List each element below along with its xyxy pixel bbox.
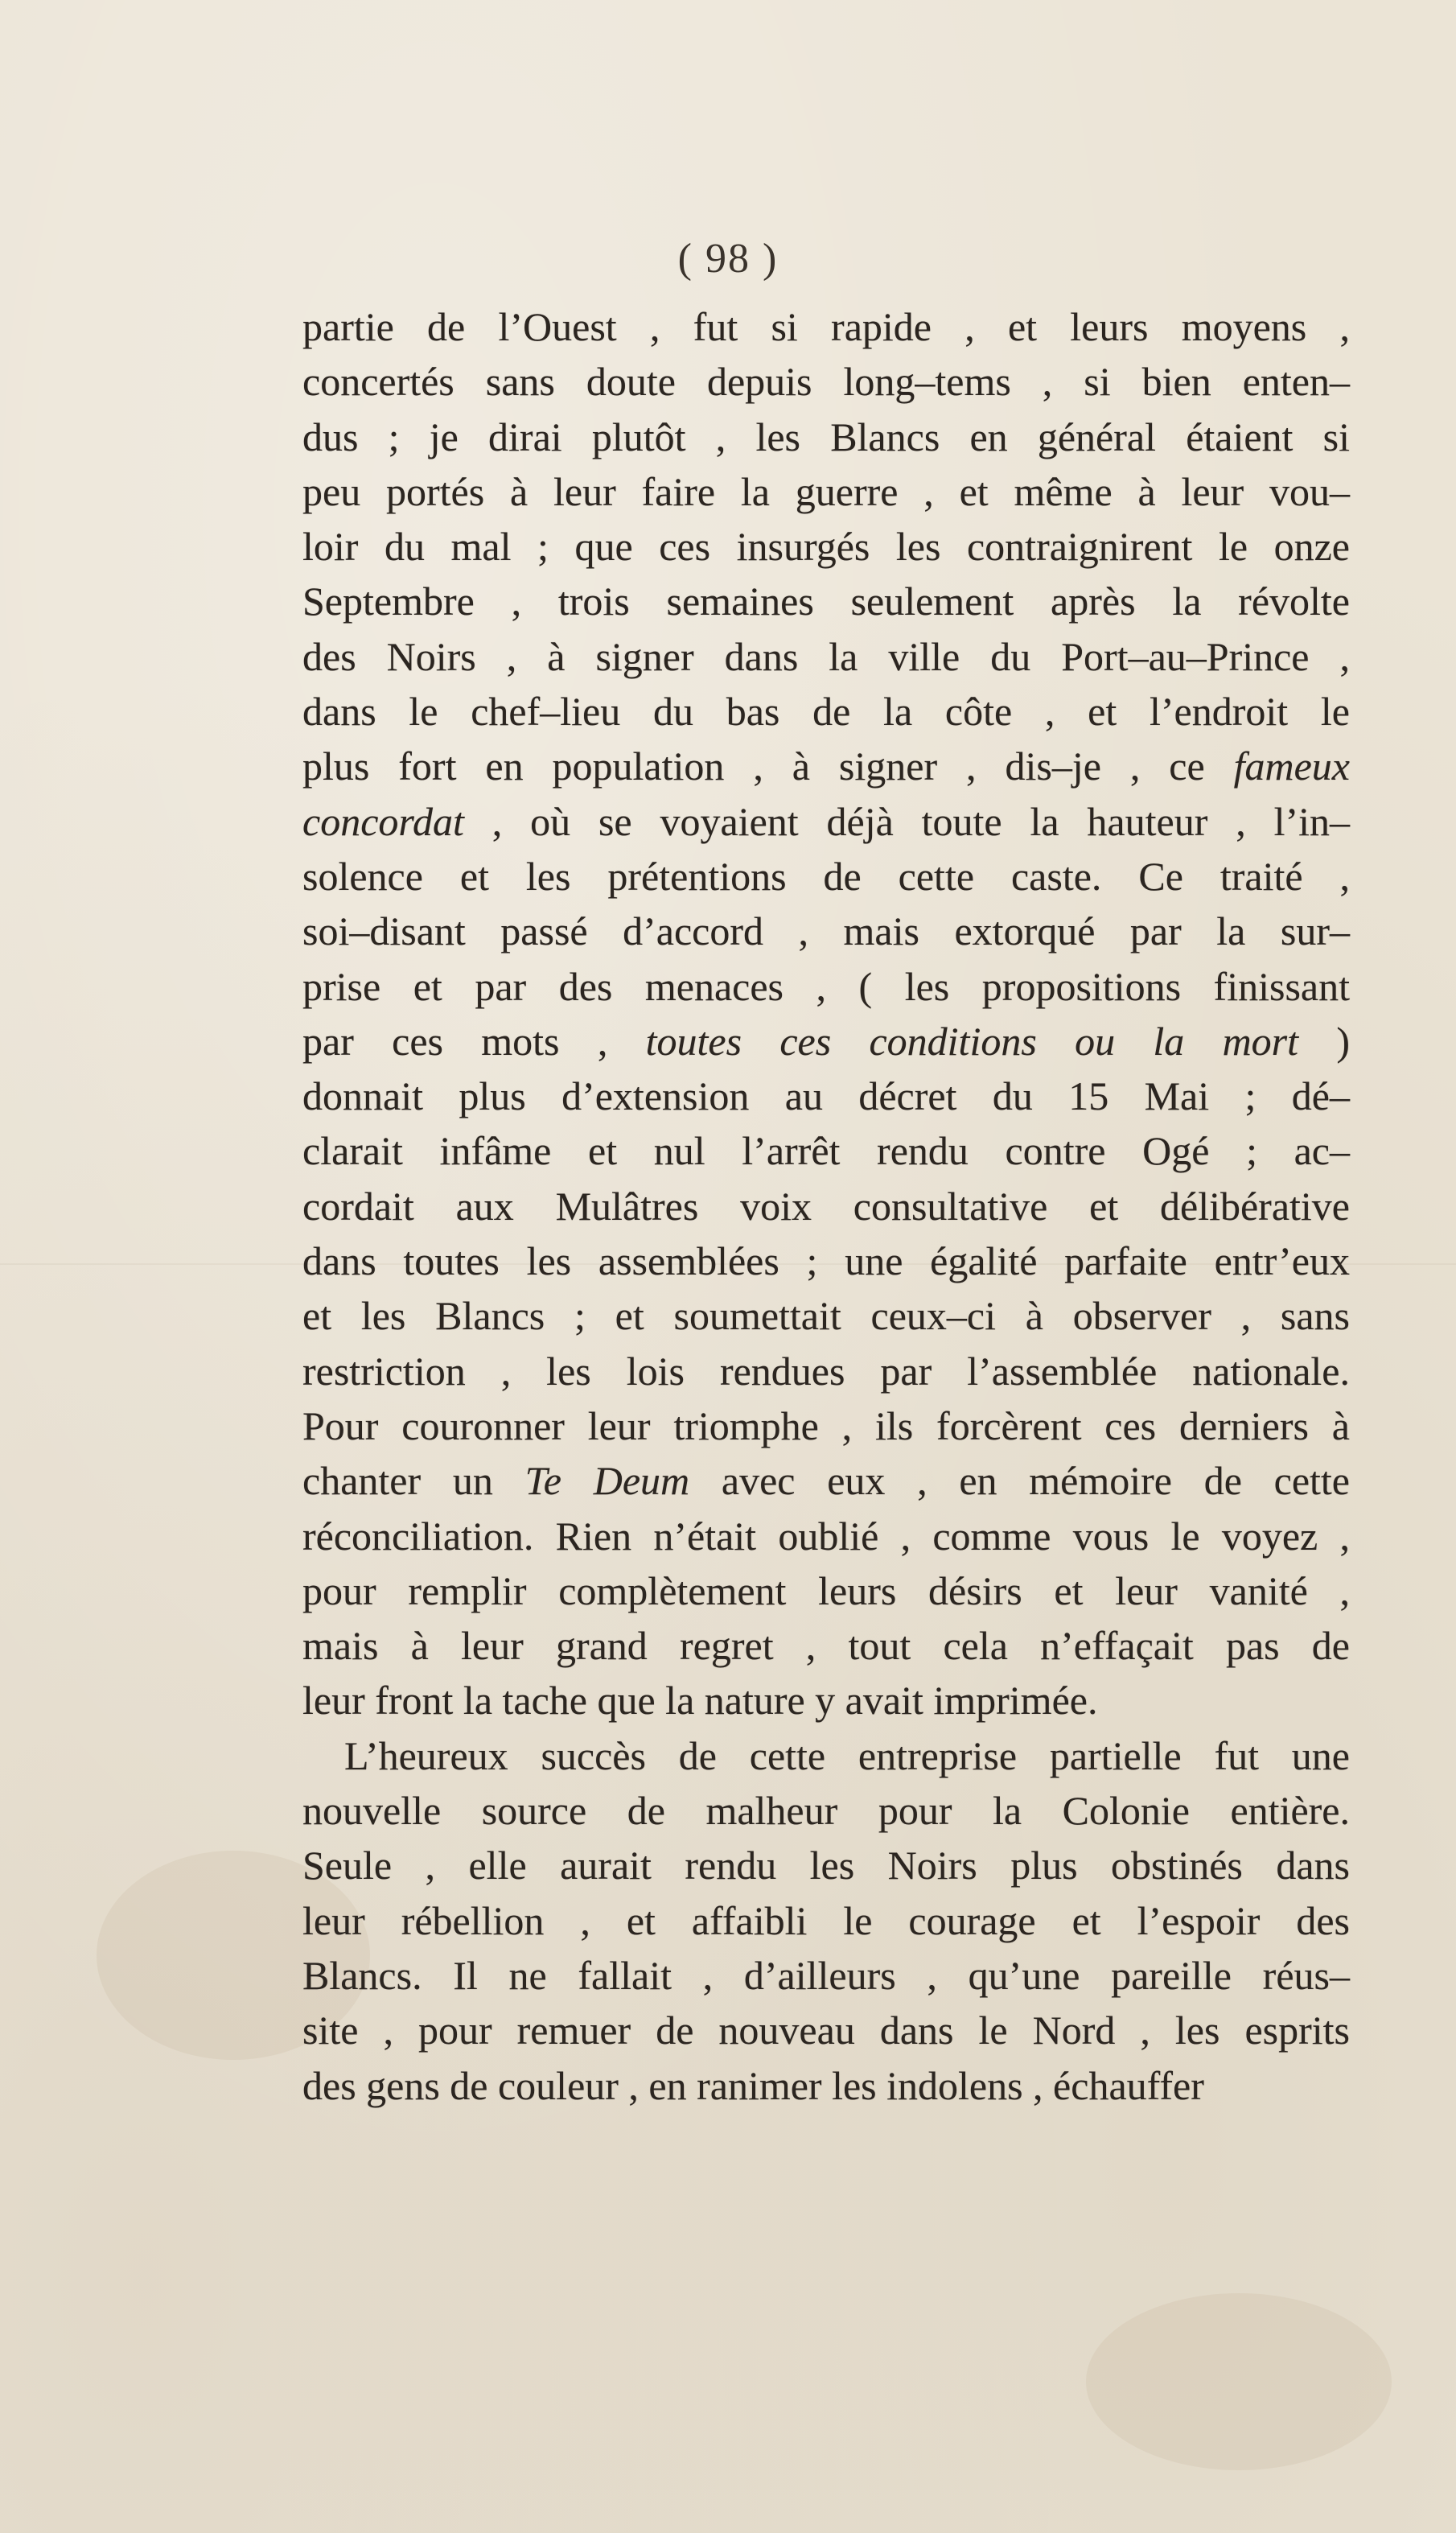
text-line xyxy=(302,2058,1350,2113)
text-segment: leur rébellion , et affaibli le courage et l’espoir des xyxy=(302,1897,1350,1943)
text-line xyxy=(302,1563,1350,1618)
text-segment: Seule , elle aurait rendu les Noirs plus obstinés dans xyxy=(302,1843,1350,1888)
text-line xyxy=(302,959,1350,1014)
text-segment: plus fort en population , à signer , dis–je , ce xyxy=(302,743,1234,789)
italic-text: concordat xyxy=(302,798,464,844)
text-segment: prise et par des menaces , ( les propositions finissant xyxy=(302,963,1350,1009)
text-segment: nouvelle source de malheur pour la Colonie entière. xyxy=(302,1788,1350,1834)
italic-text: Te Deum xyxy=(524,1458,690,1504)
page-number: ( 98 ) xyxy=(677,236,779,282)
text-line xyxy=(302,1509,1350,1563)
text-segment: avec eux , en mémoire de cette xyxy=(689,1458,1350,1504)
text-line xyxy=(302,1179,1350,1234)
text-segment: peu portés à leur faire la guerre , et même à leur vou– xyxy=(302,468,1350,514)
text-segment: chanter un xyxy=(302,1458,525,1504)
text-segment: des Noirs , à signer dans la ville du Port–au–Prince , xyxy=(302,633,1350,679)
text-segment: partie de l’Ouest , fut si rapide , et leurs moyens , xyxy=(302,304,1350,349)
text-segment: dans toutes les assemblées ; une égalité parfaite entr’eux xyxy=(302,1238,1350,1284)
text-line xyxy=(302,1728,1350,1783)
text-segment: clarait infâme et nul l’arrêt rendu contre Ogé ; ac– xyxy=(302,1128,1350,1174)
text-line xyxy=(302,684,1350,739)
text-line xyxy=(302,464,1350,519)
text-segment: cordait aux Mulâtres voix consultative et délibérative xyxy=(302,1183,1350,1229)
text-segment: donnait plus d’extension au décret du 15 Mai ; dé– xyxy=(302,1073,1350,1119)
text-line xyxy=(302,849,1350,904)
text-line xyxy=(302,1123,1350,1178)
text-line xyxy=(302,1344,1350,1398)
text-line xyxy=(302,1398,1350,1453)
text-line xyxy=(302,410,1350,464)
text-segment: , où se voyaient déjà toute la hauteur , l’in– xyxy=(463,798,1350,844)
text-segment: concertés sans doute depuis long–tems , si bien enten– xyxy=(302,359,1350,405)
text-segment: Blancs. Il ne fallait , d’ailleurs , qu’une pareille réus– xyxy=(302,1952,1350,1998)
italic-text: fameux xyxy=(1233,743,1350,789)
text-segment: Septembre , trois semaines seulement après la révolte xyxy=(302,579,1350,624)
text-segment: dans le chef–lieu du bas de la côte , et l’endroit le xyxy=(302,689,1350,735)
text-line xyxy=(302,1234,1350,1288)
text-segment: site , pour remuer de nouveau dans le Nord , les esprits xyxy=(302,2008,1350,2053)
text-line xyxy=(302,519,1350,574)
text-segment: soi–disant passé d’accord , mais extorqué par la sur– xyxy=(302,908,1350,954)
text-segment: ) xyxy=(1298,1018,1350,1064)
text-line xyxy=(302,574,1350,628)
text-line xyxy=(302,1838,1350,1893)
text-line xyxy=(302,904,1350,958)
text-line xyxy=(302,299,1350,354)
text-segment: loir du mal ; que ces insurgés les contraignirent le onze xyxy=(302,524,1350,570)
text-line xyxy=(302,354,1350,409)
text-segment: L’heureux succès de cette entreprise partielle fut une xyxy=(344,1732,1350,1778)
text-line xyxy=(302,1893,1350,1948)
text-line xyxy=(302,2003,1350,2057)
text-segment: mais à leur grand regret , tout cela n’effaçait pas de xyxy=(302,1623,1350,1669)
text-line xyxy=(302,1288,1350,1343)
text-segment: des gens de couleur , en ranimer les indolens , échauffer xyxy=(302,2062,1204,2108)
text-segment: pour remplir complètement leurs désirs et leur vanité , xyxy=(302,1567,1350,1613)
text-line xyxy=(302,794,1350,849)
body-text xyxy=(302,299,1350,2113)
text-segment: solence et les prétentions de cette caste. Ce traité , xyxy=(302,853,1350,899)
text-line xyxy=(302,629,1350,684)
text-line xyxy=(302,1014,1350,1069)
italic-text: toutes ces conditions ou la mort xyxy=(645,1018,1299,1064)
text-line xyxy=(302,1783,1350,1838)
text-line xyxy=(302,1948,1350,2003)
text-segment: restriction , les lois rendues par l’assemblée nationale. xyxy=(302,1348,1350,1394)
text-segment: réconciliation. Rien n’était oublié , comme vous le voyez , xyxy=(302,1513,1350,1559)
text-line xyxy=(302,1673,1350,1728)
text-line xyxy=(302,1069,1350,1123)
paper-stain xyxy=(1086,2293,1392,2470)
text-segment: dus ; je dirai plutôt , les Blancs en général étaient si xyxy=(302,414,1350,459)
text-segment: Pour couronner leur triomphe , ils forcèrent ces derniers à xyxy=(302,1402,1350,1448)
text-line xyxy=(302,1618,1350,1673)
text-segment: et les Blancs ; et soumettait ceux–ci à observer , sans xyxy=(302,1293,1350,1339)
text-segment: par ces mots , xyxy=(302,1018,646,1064)
text-line xyxy=(302,739,1350,793)
text-segment: leur front la tache que la nature y avait imprimée. xyxy=(302,1678,1098,1724)
text-line xyxy=(302,1453,1350,1508)
